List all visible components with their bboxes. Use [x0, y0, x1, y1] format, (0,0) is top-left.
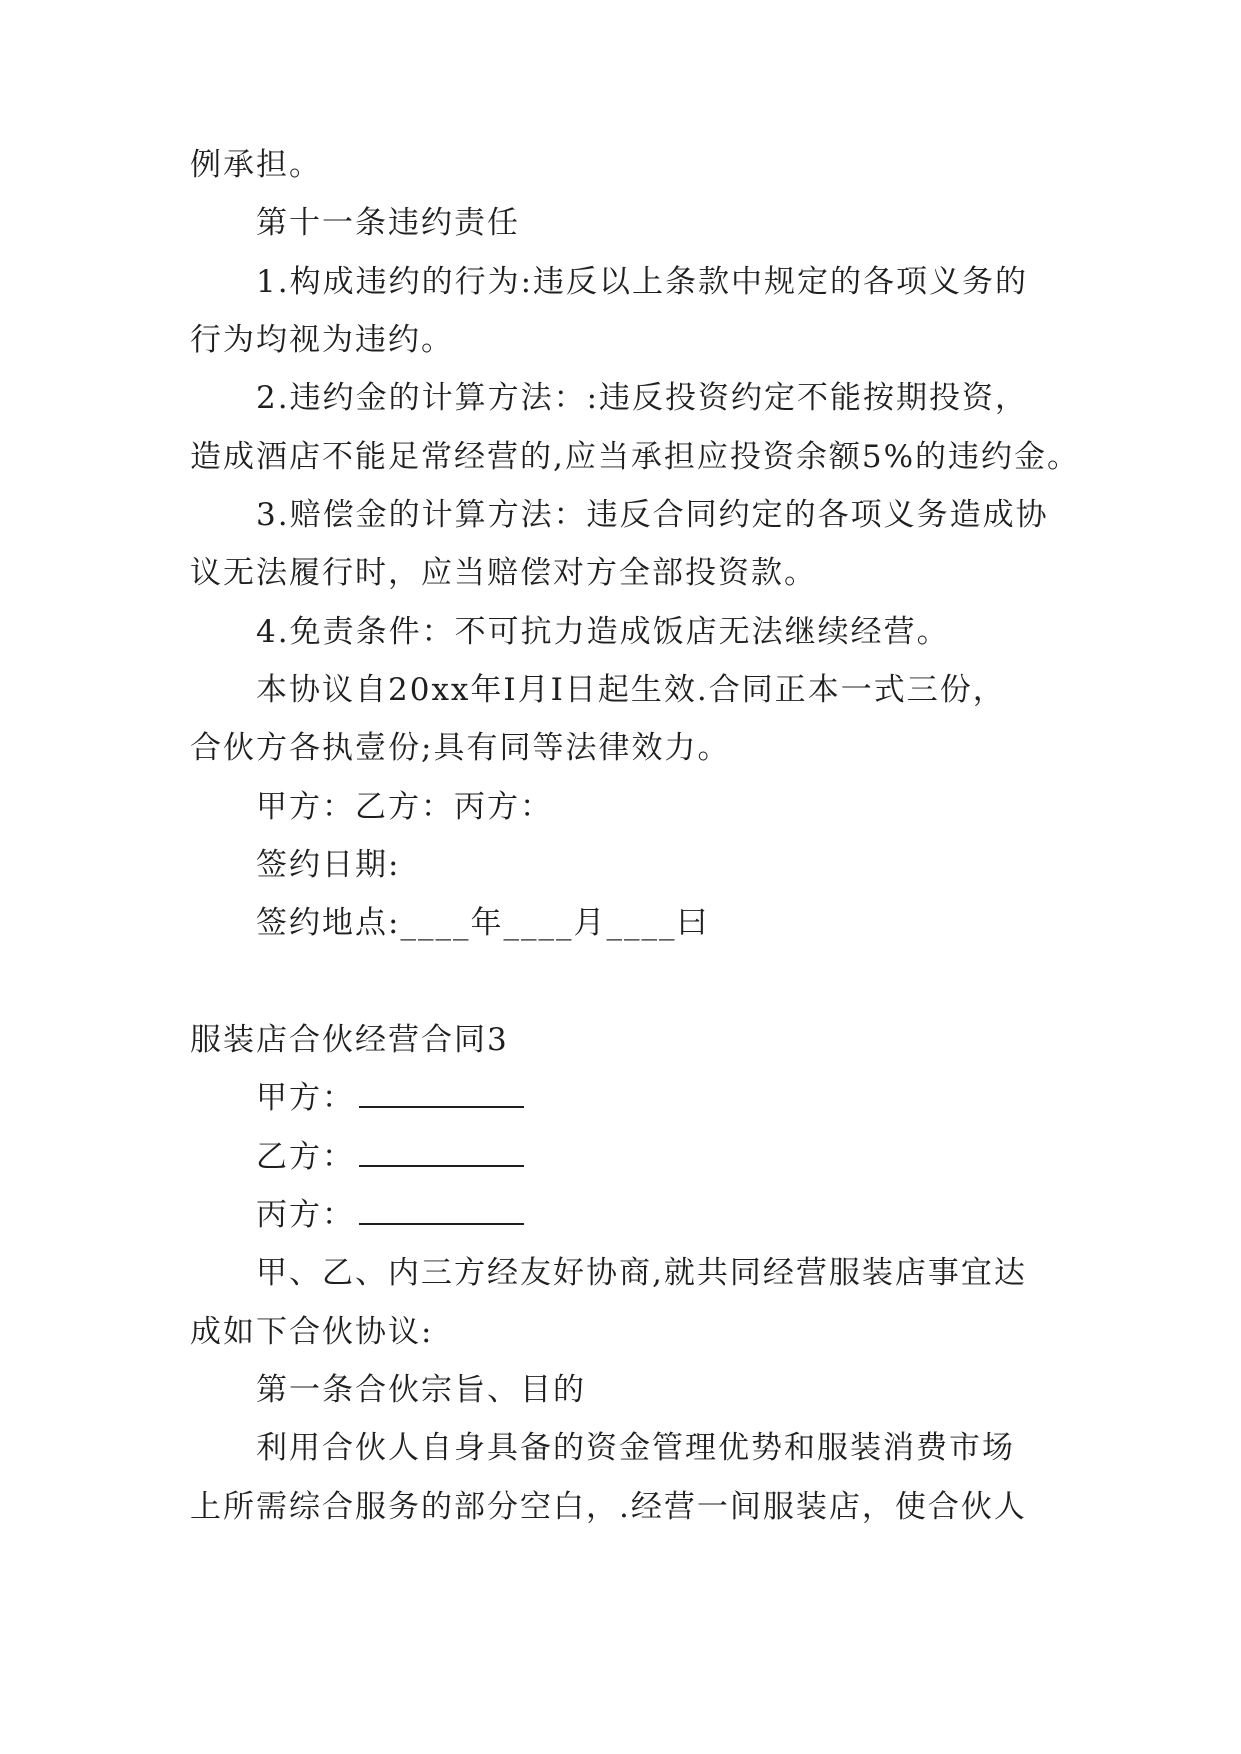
contract-title: 服装店合伙经营合同3: [190, 1022, 509, 1058]
text-line: 1.构成违约的行为:违反以上条款中规定的各项义务的: [256, 264, 1029, 300]
party-c-label: 丙方：: [256, 1197, 355, 1233]
party-b-label: 乙方：: [256, 1139, 355, 1175]
clause-heading: 第一条合伙宗旨、目的: [256, 1372, 586, 1408]
text-line: 4.免责条件：不可抗力造成饭店无法继续经营。: [256, 614, 950, 650]
party-c-line: [256, 1195, 524, 1235]
text-line: 上所需综合服务的部分空白，.经营一间服装店，使合伙人: [190, 1489, 1027, 1525]
text-line: 3.赔偿金的计算方法：违反合同约定的各项义务造成协: [256, 497, 1049, 533]
text-line: 行为均视为违约。: [190, 322, 454, 358]
clause-heading: 第十一条违约责任: [256, 205, 520, 241]
party-a-blank: [359, 1080, 524, 1108]
text-line: 例承担。: [190, 147, 322, 183]
text-line: 合伙方各执壹份;具有同等法律效力。: [190, 730, 731, 766]
signing-date-line: 签约日期:: [256, 847, 401, 883]
text-line: 议无法履行时，应当赔偿对方全部投资款。: [190, 555, 817, 591]
text-line: 2.违约金的计算方法：:违反投资约定不能按期投资，: [256, 380, 1029, 416]
text-line: 本协议自20xx年I月I日起生效.合同正本一式三份，: [256, 672, 1006, 708]
party-b-line: [256, 1137, 524, 1177]
party-b-blank: [359, 1139, 524, 1167]
text-line: 利用合伙人自身具备的资金管理优势和服装消费市场: [256, 1430, 1015, 1466]
parties-line: 甲方：乙方：丙方：: [256, 789, 553, 825]
party-a-label: 甲方：: [256, 1080, 355, 1116]
text-line: 造成酒店不能足常经营的,应当承担应投资余额5%的违约金。: [190, 439, 1081, 475]
text-line: 成如下合伙协议:: [190, 1314, 434, 1350]
party-c-blank: [359, 1197, 524, 1225]
signing-place-line: 签约地点:____年____月____曰: [256, 905, 710, 941]
text-line: 甲、乙、内三方经友好协商,就共同经营服装店事宜达: [256, 1255, 1027, 1291]
party-a-line: [256, 1078, 524, 1118]
